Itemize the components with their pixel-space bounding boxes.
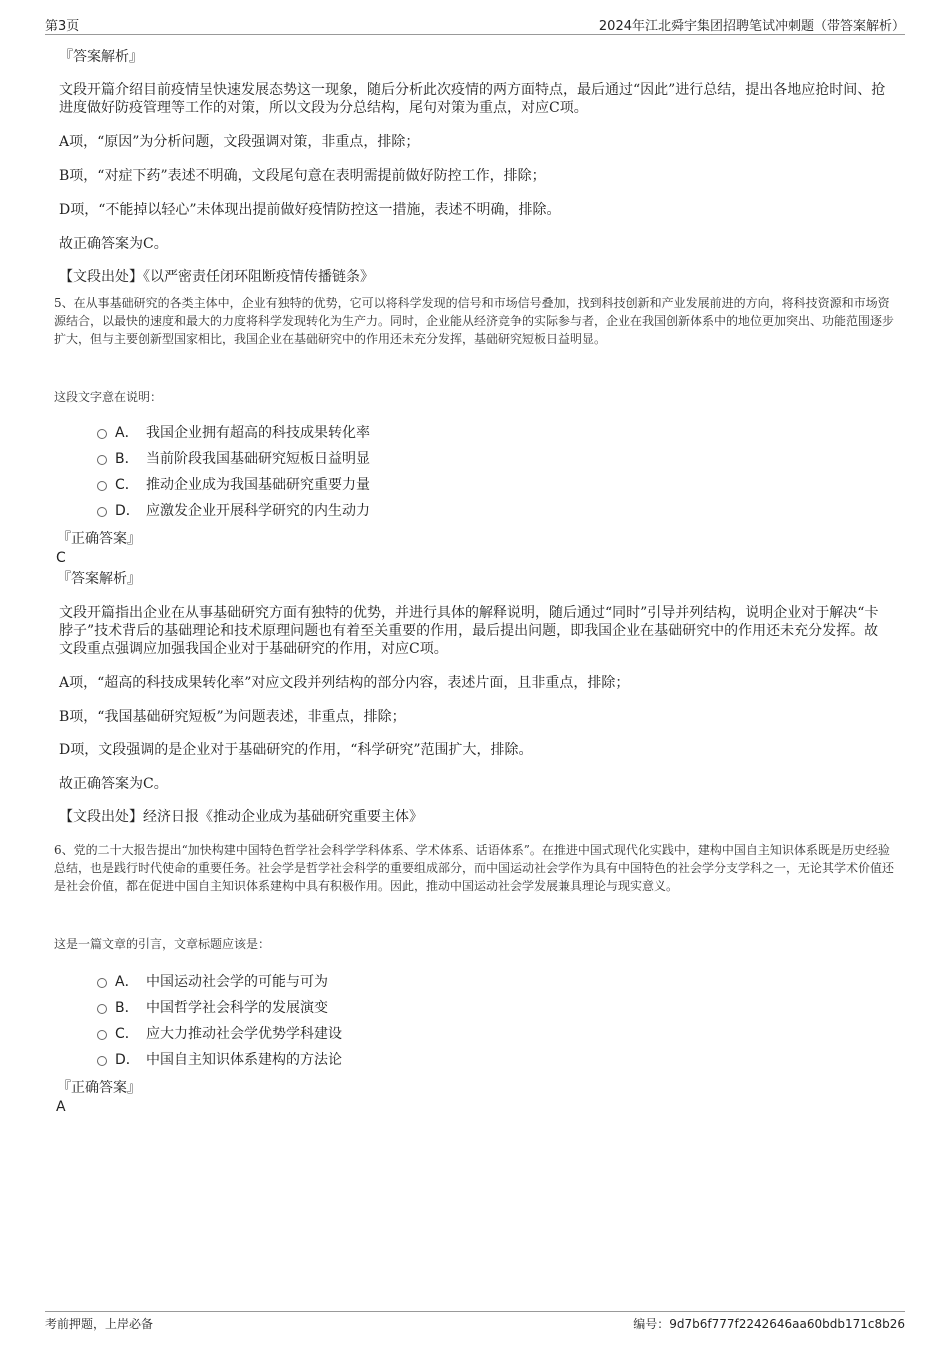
radio-icon[interactable] — [97, 481, 107, 491]
analysis-option-b: B项，“对症下药”表述不明确，文段尾句意在表明需提前做好防控工作，排除； — [59, 168, 546, 184]
correct-answer-tag: 『正确答案』 — [57, 531, 141, 547]
analysis-conclusion: 故正确答案为C。 — [59, 776, 168, 792]
option-letter: B． — [115, 1000, 139, 1016]
radio-icon[interactable] — [97, 1030, 107, 1040]
analysis-option-a: A项，“原因”为分析问题，文段强调对策，非重点，排除； — [59, 134, 420, 150]
radio-icon[interactable] — [97, 978, 107, 988]
footer-slogan: 考前押题，上岸必备 — [45, 1317, 154, 1331]
radio-icon[interactable] — [97, 1004, 107, 1014]
radio-icon[interactable] — [97, 429, 107, 439]
code-value: 9d7b6f777f2242646aa60bdb171c8b26 — [669, 1317, 905, 1331]
option-text: 应激发企业开展科学研究的内生动力 — [146, 503, 370, 519]
question-6-stem: 这是一篇文章的引言，文章标题应该是： — [54, 937, 271, 951]
correct-answer-tag: 『正确答案』 — [57, 1080, 141, 1096]
analysis-option-d: D项，“不能掉以轻心”未体现出提前做好疫情防控这一措施，表述不明确，排除。 — [59, 202, 561, 218]
option-letter: C． — [115, 477, 139, 493]
analysis-tag: 『答案解析』 — [57, 571, 141, 587]
question-6-text: 6、党的二十大报告提出“加快构建中国特色哲学社会科学学科体系、学术体系、话语体系”。在推进中国式现代化实践中，建构中国自主知识体系既是历史经验总结，也是践行时代使命的重要任务。社会学是哲学社会科学的重要组成部分，而中国运动社会学作为具有中国特色的社会学分支学科之一，无论其学术价值还是社会价值，都在促进中国自主知识体系建构中具有积极作用。因此，推动中国运动社会学发展兼具理论与现实意义。 — [54, 843, 895, 893]
option-text: 推动企业成为我国基础研究重要力量 — [146, 477, 370, 493]
radio-icon[interactable] — [97, 1056, 107, 1066]
analysis-paragraph: 文段开篇指出企业在从事基础研究方面有独特的优势，并进行具体的解释说明，随后通过“同时”引导并列结构，说明企业对于解决“卡脖子”技术背后的基础理论和技术原理问题也有着至关重要的作用，最后提出问题，即我国企业在基础研究中的作用还未充分发挥。故文段重点强调应加强我国企业对于基础研究的作用，对应C项。 — [59, 605, 879, 657]
question-5-stem: 这段文字意在说明： — [54, 390, 163, 404]
option-letter: D． — [115, 1052, 140, 1068]
option-letter: C． — [115, 1026, 139, 1042]
option-text: 当前阶段我国基础研究短板日益明显 — [146, 451, 370, 467]
source-citation: 【文段出处】经济日报《推动企业成为基础研究重要主体》 — [59, 809, 423, 825]
code-label: 编号： — [633, 1317, 670, 1331]
question-5-text: 5、在从事基础研究的各类主体中，企业有独特的优势，它可以将科学发现的信号和市场信号叠加，找到科技创新和产业发展前进的方向，将科技资源和市场资源结合，以最快的速度和最大的力度将科学发现转化为生产力。同时，企业能从经济竞争的实际参与者，企业在我国创新体系中的地位更加突出、功能范围逐步扩大，但与主要创新型国家相比，我国企业在基础研究中的作用还未充分发挥，基础研究短板日益明显。 — [54, 296, 895, 346]
analysis-option-a: A项，“超高的科技成果转化率”对应文段并列结构的部分内容，表述片面，且非重点，排除； — [59, 675, 630, 691]
analysis-conclusion: 故正确答案为C。 — [59, 236, 168, 252]
page-footer — [45, 1311, 905, 1334]
option-letter: D． — [115, 503, 140, 519]
analysis-option-b: B项，“我国基础研究短板”为问题表述，非重点，排除； — [59, 709, 406, 725]
option-text: 我国企业拥有超高的科技成果转化率 — [146, 425, 370, 441]
analysis-paragraph: 文段开篇介绍目前疫情呈快速发展态势这一现象，随后分析此次疫情的两方面特点，最后通过“因此”进行总结，提出各地应抢时间、抢进度做好防疫管理等工作的对策，所以文段为分总结构，尾句对策为重点，对应C项。 — [59, 82, 886, 116]
document-code — [633, 1315, 905, 1332]
radio-icon[interactable] — [97, 455, 107, 465]
page-number: 第3页 — [45, 19, 80, 34]
option-text: 中国哲学社会科学的发展演变 — [146, 1000, 328, 1016]
analysis-tag: 『答案解析』 — [59, 49, 143, 65]
option-text: 中国自主知识体系建构的方法论 — [146, 1052, 342, 1068]
option-letter: B． — [115, 451, 139, 467]
correct-answer: C — [56, 550, 66, 566]
page-header — [45, 14, 905, 35]
option-text: 应大力推动社会学优势学科建设 — [146, 1026, 342, 1042]
source-citation: 【文段出处】《以严密责任闭环阻断疫情传播链条》 — [59, 269, 374, 285]
option-letter: A． — [115, 974, 139, 990]
option-text: 中国运动社会学的可能与可为 — [146, 974, 328, 990]
document-title: 2024年江北舜宇集团招聘笔试冲刺题（带答案解析） — [598, 19, 905, 34]
radio-icon[interactable] — [97, 507, 107, 517]
correct-answer: A — [56, 1099, 66, 1115]
option-letter: A． — [115, 425, 139, 441]
analysis-option-d: D项，文段强调的是企业对于基础研究的作用，“科学研究”范围扩大，排除。 — [59, 742, 533, 758]
